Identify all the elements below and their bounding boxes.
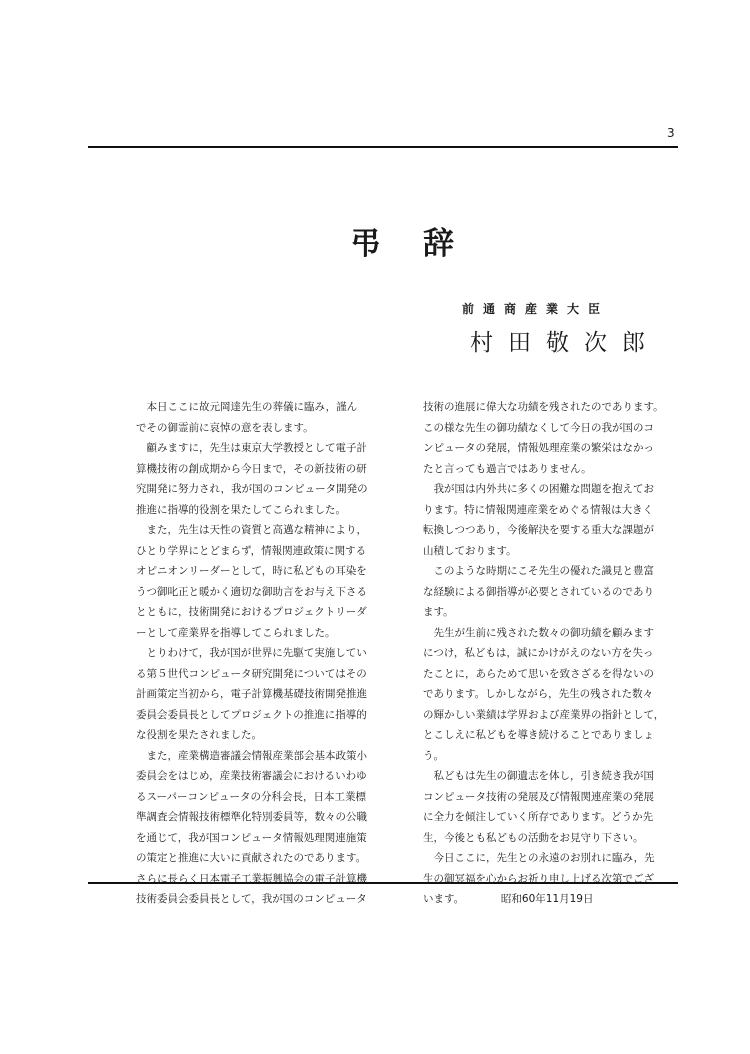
text-line: 山積しております。 xyxy=(423,544,517,557)
text-line: の輝かしい業績は学界および産業界の指針として， xyxy=(423,708,665,721)
text-line: に全力を傾注していく所存であります。どうか先 xyxy=(423,811,654,823)
page-number: 3 xyxy=(667,126,675,140)
text-line: また，先生は天性の資質と高邁な精神により， xyxy=(146,524,367,536)
text-line: 先生が生前に残された数々の御功績を顧みます xyxy=(433,626,654,639)
text-line: 計画策定当初から，電子計算機基礎技術開発推進 xyxy=(136,688,367,700)
text-line: 今日ここに，先生との永遠のお別れに臨み，先 xyxy=(433,852,655,864)
text-line: であります。しかしながら，先生の残された数々 xyxy=(423,688,654,700)
text-line: う。 xyxy=(423,749,444,762)
text-line: 技術委員会委員長として，我が国のコンピュータ xyxy=(136,893,367,905)
text-line: な役割を果たされました。 xyxy=(136,729,262,741)
text-line: ンピュータの発展，情報処理産業の繁栄はなかっ xyxy=(423,442,654,454)
text-line: 究開発に努力され，我が国のコンピュータ開発の xyxy=(136,483,368,495)
right-column xyxy=(423,397,677,910)
text-line: を通じて，我が国コンピュータ情報処理関連施策 xyxy=(136,831,367,844)
text-line: 私どもは先生の御遺志を体し，引き続き我が国 xyxy=(433,770,654,782)
text-line: 算機技術の創成期から今日まで，その新技術の研 xyxy=(136,462,367,475)
left-column xyxy=(136,397,390,910)
text-line: また，産業構造審議会情報産業部会基本政策小 xyxy=(146,749,367,762)
text-line: 顧みますに，先生は東京大学教授として電子計 xyxy=(146,442,367,454)
text-line: ます。 xyxy=(423,606,454,618)
text-line: でその御霊前に哀悼の意を表します。 xyxy=(136,421,314,434)
text-line: さらに長らく日本電子工業振興協会の電子計算機 xyxy=(136,872,367,885)
text-line: るスーパーコンピュータの分科会長，日本工業標 xyxy=(136,790,366,803)
bottom-rule xyxy=(88,882,678,884)
author-name: 村田敬次郎 xyxy=(470,330,660,356)
text-line: の策定と推進に大いに貢献されたのであります。 xyxy=(136,852,367,864)
text-line: 技術の進展に偉大な功績を残されたのであります。 xyxy=(423,401,664,413)
text-line: 推進に指導的役割を果たしてこられました。 xyxy=(136,503,346,516)
text-line: うつ御叱正と暖かく適切な御助言をお与え下さる xyxy=(136,585,367,598)
text-line: この様な先生の御功績なくして今日の我が国のコ xyxy=(423,421,654,434)
text-line: 本日ここに故元岡達先生の葬儀に臨み，謹ん xyxy=(146,401,358,413)
text-line: このような時期にこそ先生の優れた識見と豊富 xyxy=(433,565,654,577)
text-line: たと言っても過言ではありません。 xyxy=(423,462,592,475)
text-line: 委員会委員長としてプロジェクトの推進に指導的 xyxy=(136,708,367,721)
text-line: 我が国は内外共に多くの困難な問題を抱えてお xyxy=(433,483,654,495)
top-rule xyxy=(88,146,678,148)
text-line: につけ，私どもは，誠にかけがえのない方を失っ xyxy=(423,647,654,659)
page-title: 弔辞 xyxy=(350,226,496,262)
author-title: 前通商産業大臣 xyxy=(462,302,610,316)
text-line: 生の御冥福を心からお祈り申し上げる次第でござ xyxy=(423,872,654,885)
text-line: とこしえに私どもを導き続けることでありましょ xyxy=(423,729,654,741)
text-line: とともに，技術開発におけるプロジェクトリーダ xyxy=(136,606,367,618)
text-line: 転換しつつあり，今後解決を要する重大な課題が xyxy=(423,524,654,536)
text-line: います。 昭和60年11月19日 xyxy=(423,893,594,905)
text-line: コンピュータ技術の発展及び情報関連産業の発展 xyxy=(423,790,654,803)
text-line: オピニオンリーダーとして，時に私どもの耳染を xyxy=(136,565,367,577)
text-line: ーとして産業界を指導してこられました。 xyxy=(136,626,336,639)
text-line: とりわけて，我が国が世界に先駆て実施してい xyxy=(146,647,367,659)
text-line: る第５世代コンピュータ研究開発についてはその xyxy=(136,667,367,680)
text-line: 委員会をはじめ，産業技術審議会におけるいわゆ xyxy=(136,770,367,782)
text-line: たことに，あらためて思いを致さざるを得ないの xyxy=(423,667,654,680)
text-line: な経験による御指導が必要とされているのであり xyxy=(423,585,654,598)
text-line: 準調査会情報技術標準化特別委員等，数々の公職 xyxy=(136,811,367,823)
text-line: 生，今後とも私どもの活動をお見守り下さい。 xyxy=(423,831,644,844)
text-line: ります。特に情報関連産業をめぐる情報は大きく xyxy=(423,503,654,516)
text-line: ひとり学界にとどまらず，情報関連政策に関する xyxy=(136,544,367,557)
